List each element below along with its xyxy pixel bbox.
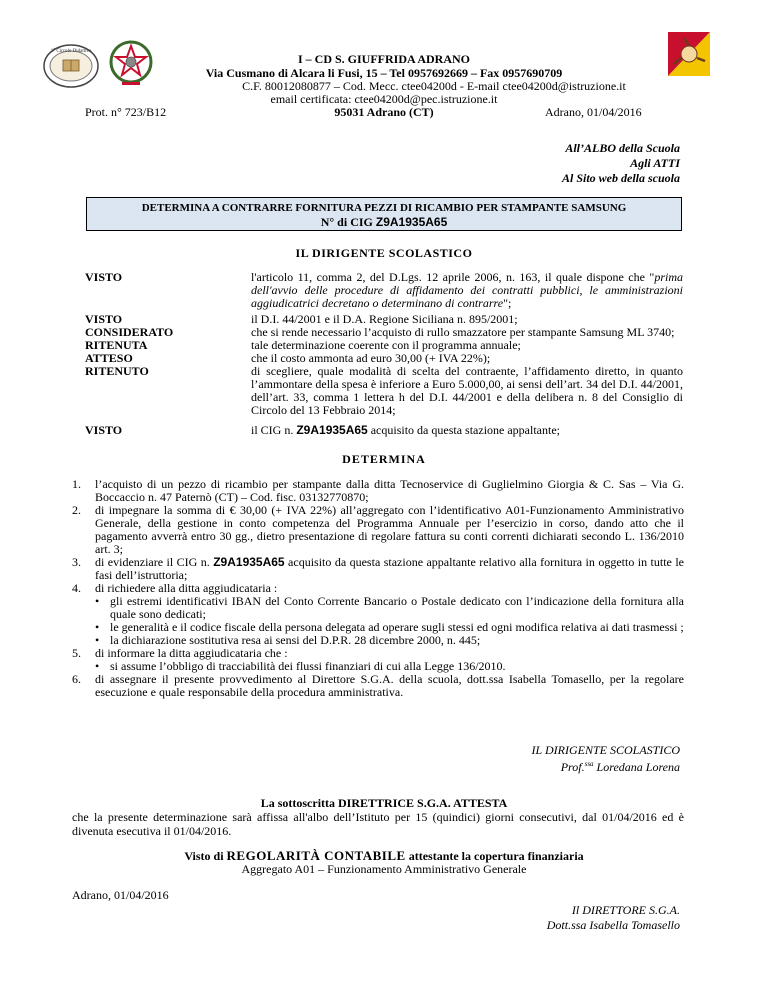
date-top: Adrano, 01/04/2016 (545, 105, 642, 119)
recipient-atti: Agli ATTI (630, 156, 680, 170)
section-determina-title: DETERMINA (342, 452, 426, 466)
attest-title: La sottoscritta DIRETTRICE S.G.A. ATTESTA (260, 796, 508, 810)
label-ritenuto: RITENUTO (85, 364, 149, 378)
label-visto-1: VISTO (85, 270, 123, 284)
recipient-albo: All’ALBO della Scuola (565, 141, 680, 155)
school-address: Via Cusmano di Alcara li Fusi, 15 – Tel 0957692669 – Fax 0957690709 (205, 66, 563, 80)
signature-dirigente-name: Prof.$^{ssa}$ Loredana Lorena (560, 760, 680, 774)
school-city: 95031 Adrano (CT) (334, 105, 434, 119)
bullet-item: • si assume l’obbligo di tracciabilità dei flussi finanziari di cui alla Legge 136/2010. (95, 659, 506, 673)
determina-list (72, 478, 684, 699)
attest-text: che la presente determinazione sarà affissa all'albo dell’Istituto per 15 (quindici) giorni consecutivi, dal 01/04/2016 ed è divenuta esecutiva il 01/04/2016. (72, 810, 684, 838)
visto-aggregato: Aggregato A01 – Funzionamento Amministrativo Generale (241, 862, 527, 876)
subject-cig: N° di CIG Z9A1935A65 (320, 215, 448, 229)
cig-code: Z9A1935A65 (375, 215, 448, 229)
subject-line: DETERMINA A CONTRARRE FORNITURA PEZZI DI RICAMBIO PER STAMPANTE SAMSUNG (141, 202, 627, 214)
signature-dsga-title: Il DIRETTORE S.G.A. (571, 903, 680, 917)
list-item: 5. di informare la ditta aggiudicataria che : • si assume l’obbligo di tracciabilità dei flussi finanziari di cui alla Legge 136/2010. (72, 647, 684, 673)
subject-box (86, 197, 682, 231)
signature-dirigente-title: IL DIRIGENTE SCOLASTICO (531, 743, 680, 757)
list-item: 1. l’acquisto di un pezzo di ricambio per stampante dalla ditta Tecnoservice di Guglielmino Giorgia & C. Sas – Via G. Boccaccio n. 47 Paternò (CT) – Cod. fisc. 03132770870; (72, 477, 684, 504)
svg-text:1° Circolo Didattico: 1° Circolo Didattico (50, 49, 92, 54)
school-pec: email certificata: ctee04200d@pec.istruzione.it (270, 92, 498, 106)
premise-text-6: di scegliere, quale modalità di scelta del contraente, l’affidamento diretto, in quanto l’ammontare della spesa è inferiore a Euro 5.000,00, ai sensi dell’art. 34 del D.I. 44/2001, dell’art. 33, comma 1 lettera h del D.I. 44/2001 e della delibera n. 8 del Consiglio di Circolo del 13 Febbraio 2014; (251, 364, 683, 417)
school-codes: C.F. 80012080877 – Cod. Mecc. ctee04200d - E-mail ctee04200d@istruzione.it (242, 79, 626, 93)
bullet-item: • le generalità e il codice fiscale della persona delegata ad operare sugli stessi ed ogni modifica relativa ai dati trasmessi ; (95, 620, 684, 634)
bullet-item: • gli estremi identificativi IBAN del Conto Corrente Bancario o Postale dedicato con l’indicazione della fornitura alla quale sono dedicati; (95, 594, 684, 621)
label-visto-2: VISTO (85, 312, 123, 326)
list-item: 4. di richiedere alla ditta aggiudicataria : • gli estremi identificativi IBAN del Conto Corrente Bancario o Postale dedicato con l’indicazione della fornitura alla quale sono dedicati; • le generalità e il codice fiscale della persona delegata ad operare sugli stessi ed ogni modifica relativa ai dati trasmessi ; • la dichiarazione sostitutiva resa ai sensi del D.P.R. 28 dicembre 2000, n. 445; (72, 581, 684, 647)
premise-text-3: che si rende necessario l’acquisto di rullo smazzatore per stampante Samsung ML 3740; (251, 325, 675, 339)
list-item: 3. di evidenziare il CIG n. Z9A1935A65 acquisito da questa stazione appaltante relativo alla fornitura in oggetto in tutte le fasi dell’istruttoria; (72, 555, 684, 582)
school-name: I – CD S. GIUFFRIDA ADRANO (297, 52, 470, 66)
date-bottom: Adrano, 01/04/2016 (72, 888, 169, 902)
label-considerato: CONSIDERATO (85, 325, 174, 339)
premise-text-5: che il costo ammonta ad euro 30,00 (+ IVA 22%); (251, 351, 491, 365)
label-visto-3: VISTO (85, 423, 123, 437)
recipient-sito: Al Sito web della scuola (561, 171, 680, 185)
section-dirigente-title: IL DIRIGENTE SCOLASTICO (295, 246, 473, 260)
premise-text-7: il CIG n. Z9A1935A65 acquisito da questa stazione appaltante; (251, 423, 560, 437)
premise-text-1: l'articolo 11, comma 2, del D.Lgs. 12 aprile 2006, n. 163, il quale dispone che "prima dell'avvio delle procedure di affidamento dei contratti pubblici, le amministrazioni aggiudicatrici decretano o determinano di contrarre"; (251, 270, 683, 310)
premise-text-4: tale determinazione coerente con il programma annuale; (251, 338, 521, 352)
bullet-item: • la dichiarazione sostitutiva resa ai sensi del D.P.R. 28 dicembre 2000, n. 445; (95, 633, 481, 647)
list-item: 6. di assegnare il presente provvedimento al Direttore S.G.A. della scuola, dott.ssa Isabella Tomasello, per la regolare esecuzione e quale responsabile della procedura amministrativa. (72, 672, 684, 699)
signature-dsga-name: Dott.ssa Isabella Tomasello (546, 918, 680, 932)
protocol-number: Prot. n° 723/B12 (85, 105, 167, 119)
label-ritenuta: RITENUTA (85, 338, 148, 352)
label-atteso: ATTESO (85, 351, 133, 365)
list-item: 2. di impegnare la somma di € 30,00 (+ IVA 22%) all’aggregato con l’identificativo A01-Funzionamento Amministrativo Generale, della gestione in conto competenza del Programma Annuale per l’esercizio in corso, dando atto che il pagamento avverrà entro 30 gg., dietro presentazione di regolare fattura su conti correnti dichiarati secondo L. 136/2010 art. 3; (72, 503, 684, 556)
visto-regolarita: Visto di REGOLARITÀ CONTABILE attestante la copertura finanziaria (184, 848, 584, 863)
premise-text-2: il D.I. 44/2001 e il D.A. Regione Siciliana n. 895/2001; (251, 312, 518, 326)
